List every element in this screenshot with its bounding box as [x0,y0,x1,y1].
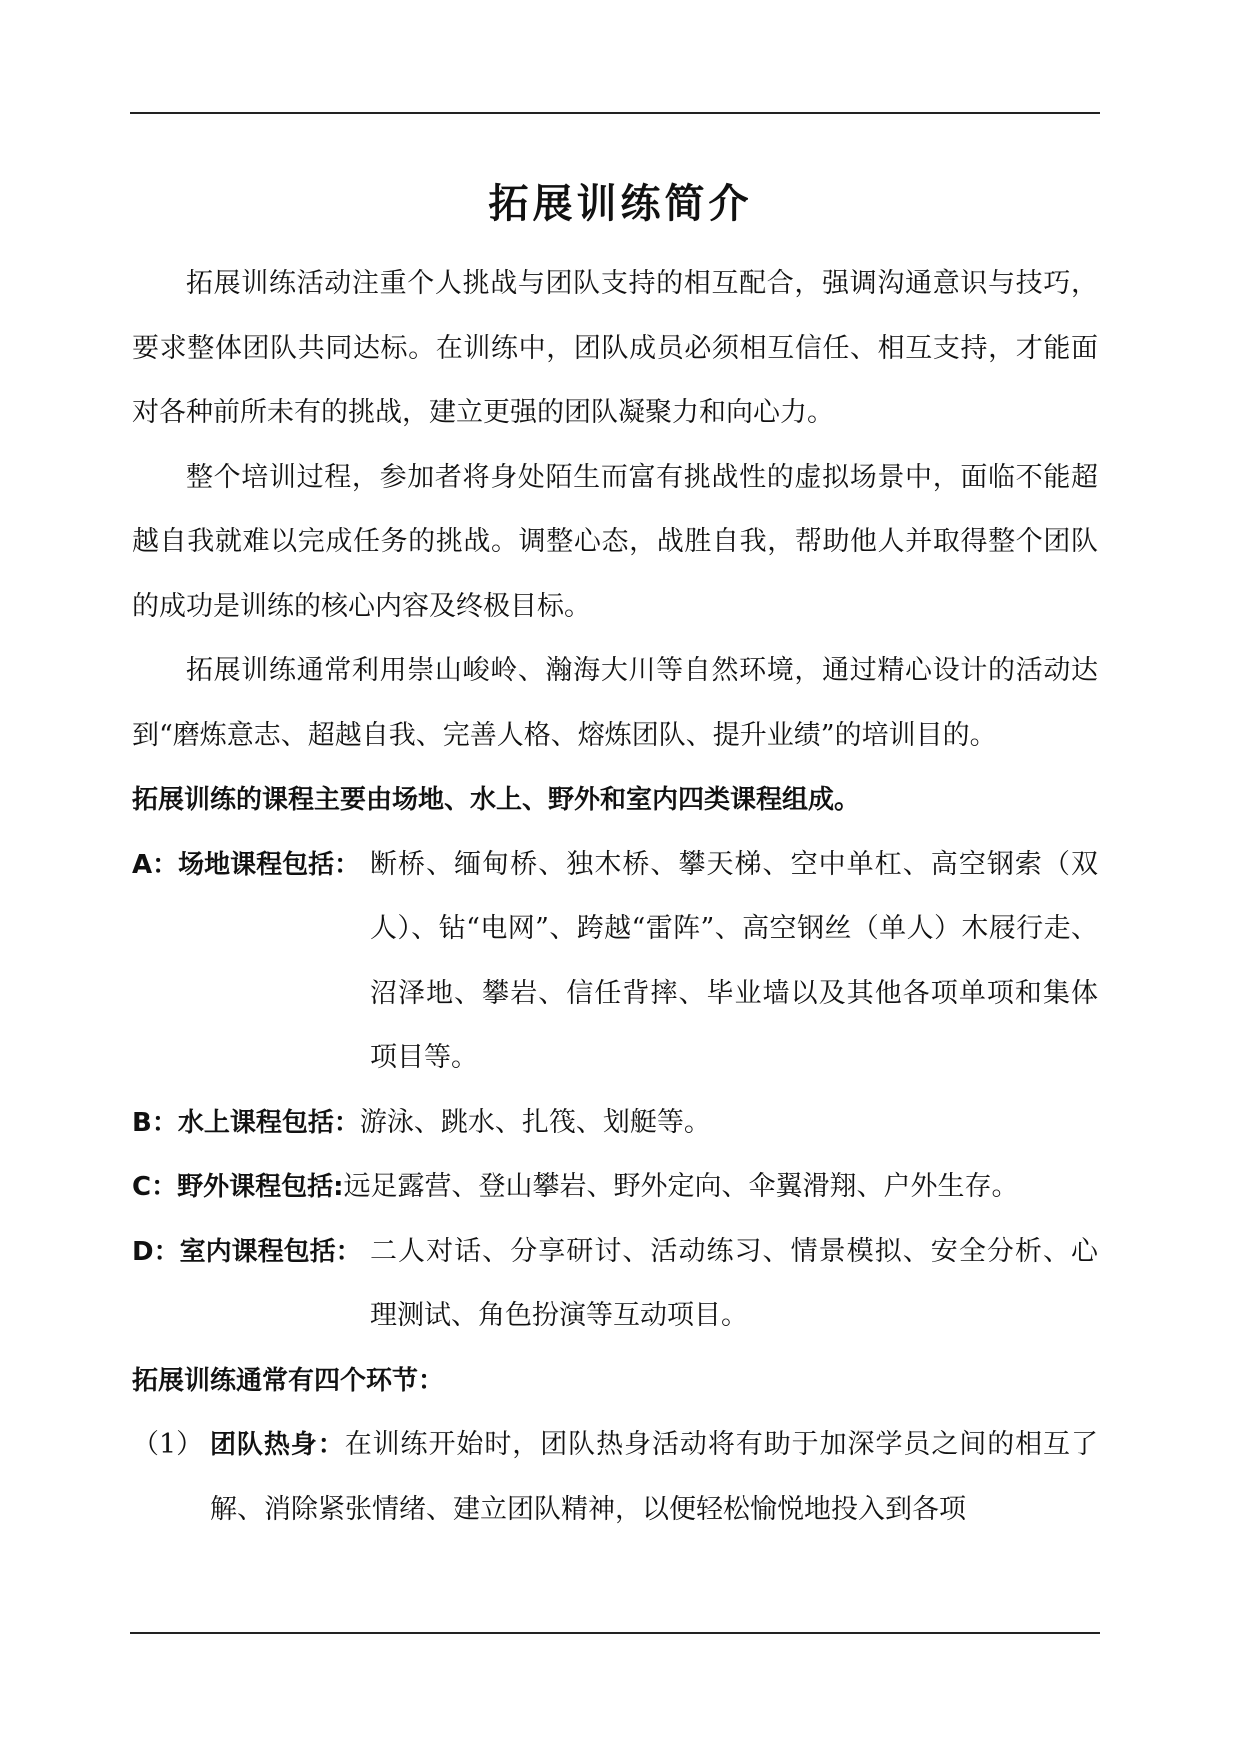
steps-heading: 拓展训练通常有四个环节： [132,1365,445,1396]
course-label: A：场地课程包括： [132,849,361,880]
intro-paragraph: 拓展训练活动注重个人挑战与团队支持的相互配合，强调沟通意识与技巧，要求整体团队共同达标。在训练中，团队成员必须相互信任、相互支持，才能面对各种前所未有的挑战，建立更强的团队凝聚力和向心力。 [132,268,1098,428]
document-body [132,252,1098,1542]
course-text: 断桥、缅甸桥、独木桥、攀天梯、空中单杠、高空钢索（双人）、钻“电网”、跨越“雷阵”、高空钢丝（单人）木屐行走、沼泽地、攀岩、信任背摔、毕业墙以及其他各项单项和集体项目等。 [370,848,1098,1073]
course-text: 远足露营、登山攀岩、野外定向、伞翼滑翔、户外生存。 [343,1171,1019,1202]
header-rule [130,112,1100,114]
course-label: D：室内课程包括： [132,1236,362,1267]
step-title: 团队热身： [210,1430,345,1460]
step-item [132,1413,1098,1542]
course-item-indoor [132,1220,1098,1349]
step-text: 在训练开始时，团队热身活动将有助于加深学员之间的相互了解、消除紧张情绪、建立团队精神，以便轻松愉悦地投入到各项 [210,1429,1098,1525]
page-title: 拓展训练简介 [488,181,753,227]
course-text: 二人对话、分享研讨、活动练习、情景模拟、安全分析、心理测试、角色扮演等互动项目。 [370,1235,1098,1331]
intro-paragraph: 整个培训过程，参加者将身处陌生而富有挑战性的虚拟场景中，面临不能超越自我就难以完成任务的挑战。调整心态，战胜自我，帮助他人并取得整个团队的成功是训练的核心内容及终极目标。 [132,461,1098,622]
course-label: C：野外课程包括: [132,1172,344,1202]
courses-heading: 拓展训练的课程主要由场地、水上、野外和室内四类课程组成。 [132,785,861,815]
course-label: B：水上课程包括： [132,1107,360,1138]
course-text: 游泳、跳水、扎筏、划艇等。 [359,1106,711,1138]
step-number: （1） [132,1429,204,1460]
course-item-outdoor [132,1155,1098,1220]
footer-rule [130,1632,1100,1634]
course-item-field [132,833,1098,1091]
intro-paragraph: 拓展训练通常利用崇山峻岭、瀚海大川等自然环境，通过精心设计的活动达到“磨炼意志、超越自我、完善人格、熔炼团队、提升业绩”的培训目的。 [132,655,1098,751]
step-body [210,1413,1098,1542]
course-item-water [132,1091,1098,1156]
